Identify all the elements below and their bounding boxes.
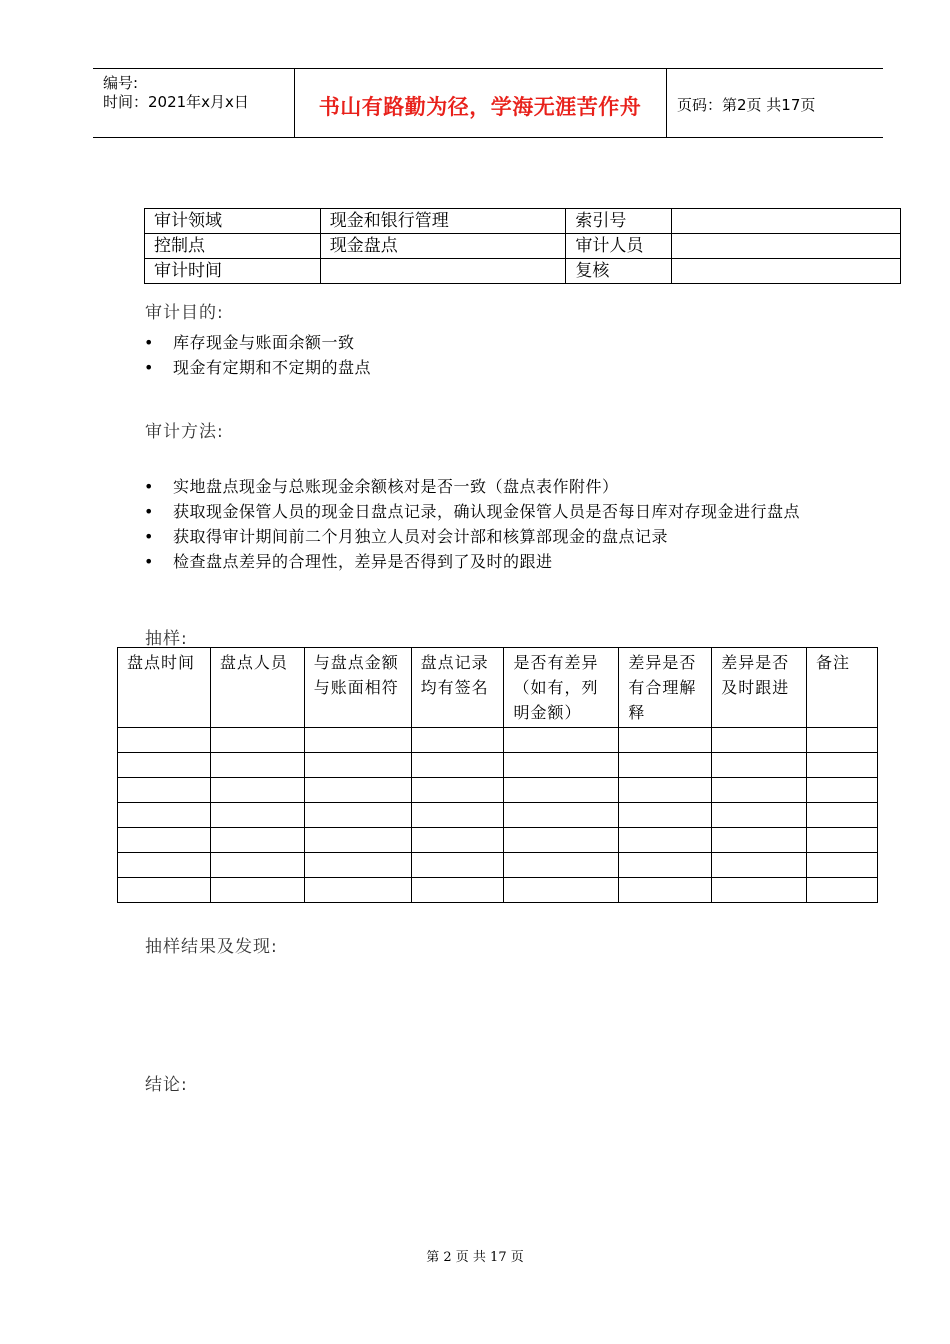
- index-number-value: [672, 209, 901, 234]
- audit-method-list: [144, 474, 844, 574]
- review-value: [672, 259, 901, 284]
- bullet-icon: •: [144, 358, 154, 377]
- header-page-cell: [667, 69, 883, 137]
- list-item: • 获取现金保管人员的现金日盘点记录，确认现金保管人员是否每日库对存现金进行盘点: [144, 499, 831, 524]
- bullet-icon: •: [144, 502, 154, 521]
- table-row: [145, 209, 901, 234]
- page-header: [93, 68, 883, 138]
- col-explained: 差异是否有合理解释: [619, 648, 712, 728]
- header-motto: 书山有路勤为径，学海无涯苦作舟: [318, 95, 642, 119]
- header-motto-cell: [294, 69, 667, 137]
- conclusion-heading: 结论:: [145, 1075, 188, 1095]
- col-followed-up: 差异是否及时跟进: [712, 648, 807, 728]
- bullet-icon: •: [144, 552, 154, 571]
- header-meta-cell: [93, 69, 295, 137]
- col-difference: 是否有差异（如有，列明金额）: [504, 648, 619, 728]
- control-point-value: 现金盘点: [320, 234, 566, 259]
- table-row: [118, 803, 878, 828]
- audit-area-value: 现金和银行管理: [320, 209, 566, 234]
- audit-purpose-heading: 审计目的:: [145, 303, 224, 323]
- table-row: [145, 234, 901, 259]
- bullet-icon: •: [144, 527, 154, 546]
- col-count-time: 盘点时间: [118, 648, 211, 728]
- table-row: [145, 259, 901, 284]
- table-row: [118, 753, 878, 778]
- table-row: [118, 878, 878, 903]
- sampling-heading: 抽样:: [145, 629, 188, 649]
- list-item: • 实地盘点现金与总账现金余额核对是否一致（盘点表作附件）: [144, 474, 844, 499]
- auditor-value: [672, 234, 901, 259]
- audit-purpose-list: [144, 330, 844, 380]
- document-time-label: 时间：2021年x月x日: [103, 93, 249, 111]
- control-point-label: 控制点: [145, 234, 321, 259]
- sampling-table: [117, 647, 878, 903]
- table-row: [118, 728, 878, 753]
- col-count-staff: 盘点人员: [210, 648, 304, 728]
- review-label: 复核: [566, 259, 672, 284]
- list-item: • 库存现金与账面余额一致: [144, 330, 844, 355]
- list-item: • 获取得审计期间前二个月独立人员对会计部和核算部现金的盘点记录: [144, 524, 844, 549]
- sampling-result-heading: 抽样结果及发现:: [145, 937, 278, 957]
- table-header-row: [118, 648, 878, 728]
- table-row: [118, 828, 878, 853]
- col-remarks: 备注: [807, 648, 878, 728]
- table-row: [118, 778, 878, 803]
- audit-info-table: [144, 208, 901, 284]
- col-signed: 盘点记录均有签名: [411, 648, 504, 728]
- list-item: • 检查盘点差异的合理性，差异是否得到了及时的跟进: [144, 549, 844, 574]
- index-number-label: 索引号: [566, 209, 672, 234]
- page-footer: 第 2 页 共 17 页: [426, 1250, 524, 1265]
- header-page-number: 页码：第2页 共17页: [677, 96, 816, 114]
- bullet-icon: •: [144, 333, 154, 352]
- audit-time-label: 审计时间: [145, 259, 321, 284]
- audit-method-heading: 审计方法:: [145, 422, 224, 442]
- col-amount-match: 与盘点金额与账面相符: [304, 648, 411, 728]
- table-row: [118, 853, 878, 878]
- audit-area-label: 审计领域: [145, 209, 321, 234]
- document-number-label: 编号:: [103, 74, 139, 92]
- audit-time-value: [320, 259, 566, 284]
- bullet-icon: •: [144, 477, 154, 496]
- auditor-label: 审计人员: [566, 234, 672, 259]
- list-item: • 现金有定期和不定期的盘点: [144, 355, 844, 380]
